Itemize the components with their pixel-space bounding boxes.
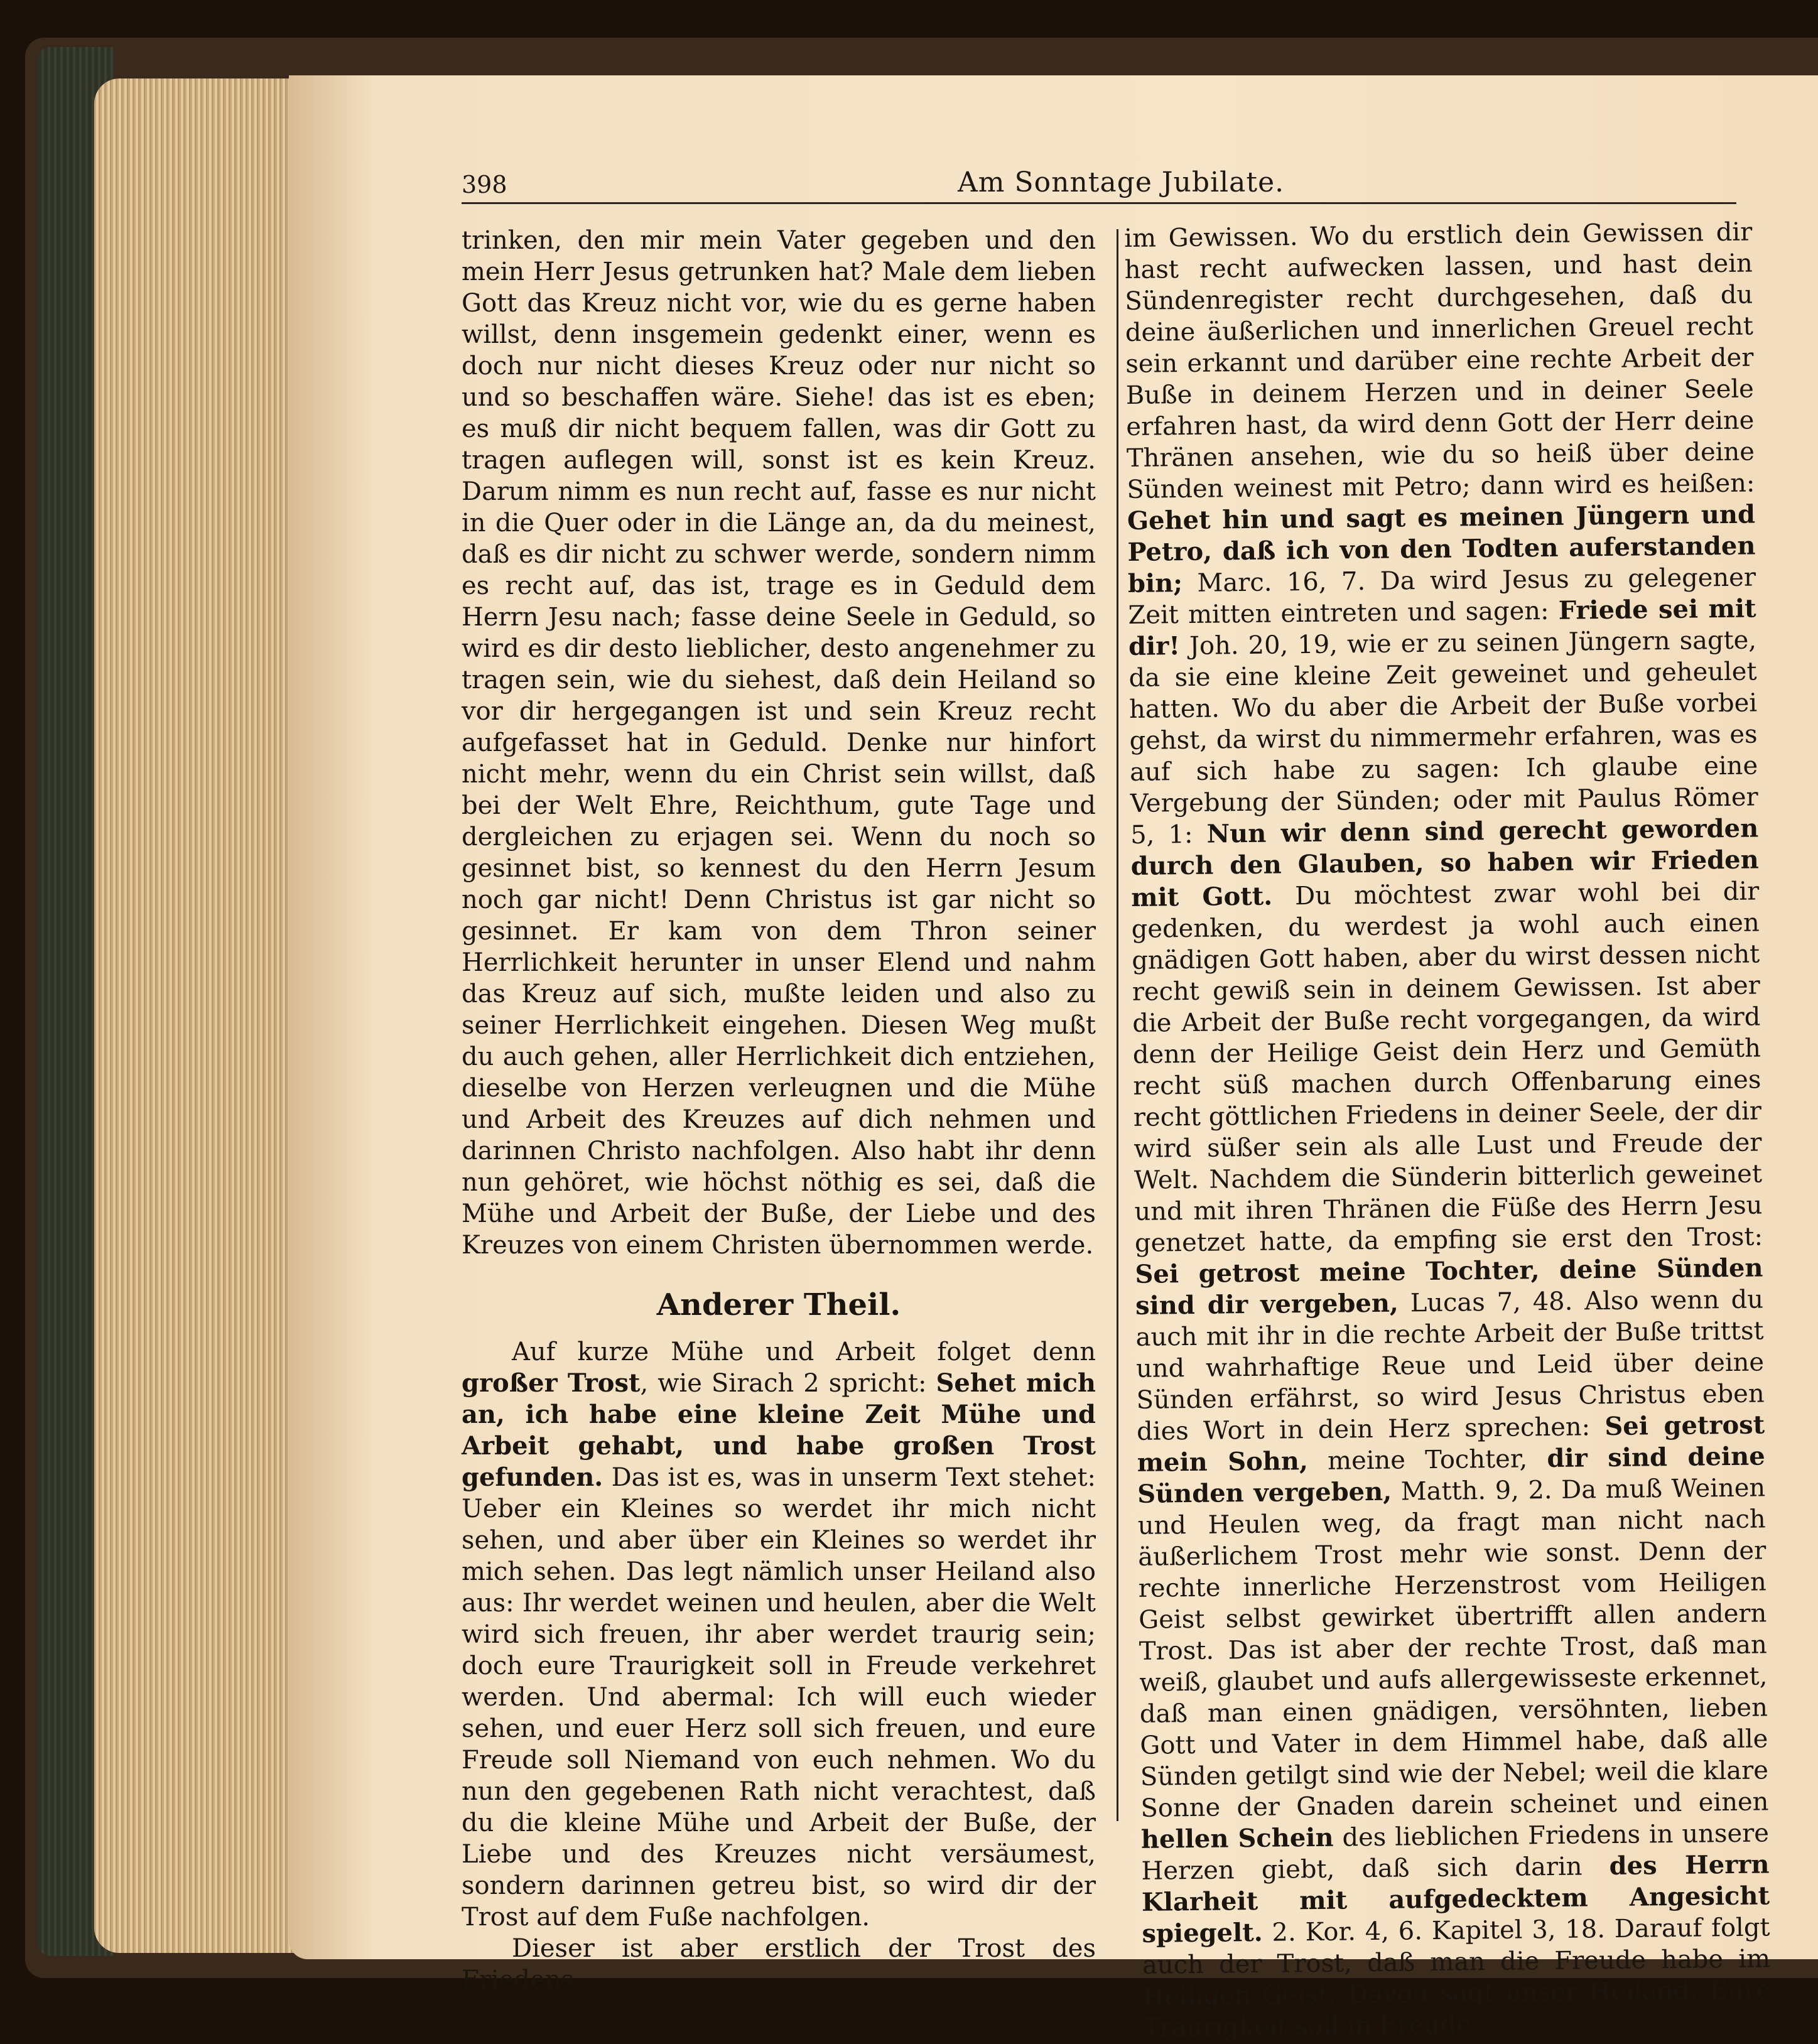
page-number: 398 — [462, 171, 507, 198]
left-paragraph-3: Dieser ist aber erstlich der Trost des Friedens — [462, 1934, 1096, 1994]
right-column — [1124, 217, 1771, 2044]
left-paragraph-2 — [462, 1336, 1096, 1933]
column-divider — [1117, 229, 1118, 1821]
text-run: meine Tochter, — [1307, 1444, 1547, 1476]
bold-quote: Sehet mich an, ich habe eine kleine Zeit Mühe und Arbeit gehabt, und habe großen Trost gefunden. — [462, 1368, 1096, 1492]
bold-quote: Gehet hin und sagt es meinen Jüngern und Petro, daß ich von den Todten auferstanden bin; — [1127, 499, 1756, 598]
bold-quote: Nun wir denn sind gerecht geworden durch den Glauben, so haben wir Frieden mit Gott. — [1130, 813, 1759, 912]
text-run: im Gewissen. Wo du erstlich dein Gewissen dir hast recht aufwecken lassen, und hast dein Sündenregister recht durchgesehen, daß du deine äußerlichen und innerlichen Greuel recht sein erkannt und darüber eine rechte Arbeit der Buße in deinem Herzen und in deiner Seele erfahren hast, da wird denn Gott der Herr deine Thränen ansehen, wie du so heiß über deine Sünden weinest mit Petro; dann wird es heißen: — [1124, 217, 1755, 504]
page-header — [462, 165, 1736, 204]
left-paragraph-1: trinken, den mir mein Vater gegeben und den mein Herr Jesus getrunken hat? Male dem lieben Gott das Kreuz nicht vor, wie du es gerne haben willst, denn insgemein gedenkt einer, wenn es doch nur nicht dieses Kreuz oder nur nicht so und so beschaffen wäre. Siehe! das ist es eben; es muß dir nicht bequem fallen, was dir Gott zu tragen auflegen will, sonst ist es kein Kreuz. Darum nimm es nun recht auf, fasse es nur nicht in die Quer oder in die Länge an, da du meinest, daß es dir nicht zu schwer werde, sondern nimm es recht auf, das ist, trage es in Geduld dem Herrn Jesu nach; fasse deine Seele in Geduld, so wird es dir desto lieblicher, desto angenehmer zu tragen sein, wie du siehest, daß dein Heiland so vor dir hergegangen ist und sein Kreuz recht aufgefasset hat in Geduld. Denke nur hinfort nicht mehr, wenn du ein Christ sein willst, daß bei der Welt Ehre, Reichthum, gute Tage und dergleichen zu erjagen sei. Wenn du noch so gesinnet bist, so kennest du den Herrn Jesum noch gar nicht! Denn Christus ist gar nicht so gesinnet. Er kam von dem Thron seiner Herrlichkeit herunter in unser Elend und nahm das Kreuz auf sich, mußte leiden und also zu seiner Herrlichkeit eingehen. Diesen Weg mußt du auch gehen, aller Herrlichkeit dich entziehen, dieselbe von Herzen verleugnen und die Mühe und Arbeit des Kreuzes auf dich nehmen und darinnen Christo nachfolgen. Also habt ihr denn nun gehöret, wie höchst nöthig es sei, daß die Mühe und Arbeit der Buße, der Liebe und des Kreuzes von einem Christen übernommen werde. — [462, 226, 1096, 1260]
bold-text-run: hellen Schein — [1140, 1822, 1334, 1854]
bold-quote: Sei getrost meine Tochter, deine Sünden sind dir vergeben, — [1135, 1253, 1763, 1321]
page-stack-edge — [94, 78, 308, 1953]
text-run: Marc. 16, 7. Da wird Jesus zu gelegener Zeit mitten eintreten und sagen: — [1128, 563, 1756, 630]
text-run: Das ist es, was in unserm Text stehet: Ueber ein Kleines so werdet ihr mich nicht sehen, und aber über ein Kleines so werdet ihr mich sehen. Das legt nämlich unser Heiland also aus: Ihr werdet weinen und heulen, aber die Welt wird sich freuen, ihr aber werdet traurig sein; doch eure Traurigkeit soll in Freude verkehret werden. Und abermal: Ich will euch wieder sehen, und euer Herz soll sich freuen, und eure Freude soll Niemand von euch nehmen. Wo du nun den gegebenen Rath nicht verachtest, daß du die kleine Mühe und Arbeit der Buße, der Liebe und des Kreuzes nicht versäumest, sondern darinnen getreu bist, so wird dir der Trost auf dem Fuße nachfolgen. — [462, 1463, 1096, 1932]
bold-quote: Friede sei mit dir! — [1128, 593, 1756, 661]
bold-text-run: großer Trost — [462, 1368, 641, 1398]
text-run: Lucas 7, 48. Also wenn du auch mit ihr in die rechte Arbeit der Buße trittst und wahrhaftige Reue und Leid über deine Sünden erfährst, so wird Jesus Christus eben dies Wort in dein Herz sprechen: — [1135, 1285, 1765, 1446]
running-head: Am Sonntage Jubilate. — [958, 166, 1285, 198]
text-run: , wie Sirach 2 spricht: — [640, 1369, 936, 1398]
bold-quote: des Herrn Klarheit mit aufgedecktem Angesicht spiegelt. — [1141, 1849, 1770, 1949]
bold-quote: dir sind deine Sünden vergeben, — [1137, 1441, 1765, 1509]
left-column — [462, 225, 1096, 1996]
text-run: Du möchtest zwar wohl bei dir gedenken, du werdest ja wohl auch einen gnädigen Gott haben, aber du wirst dessen nicht recht gewiß sein in deinem Gewissen. Ist aber die Arbeit der Buße recht vorgegangen, da wird denn der Heilige Geist dein Herz und Gemüth recht süß machen durch Offenbarung eines recht göttlichen Friedens in deiner Seele, der dir wird süßer sein als alle Lust und Freude der Welt. Nachdem die Sünderin bitterlich geweinet und mit ihren Thränen die Füße des Herrn Jesu genetzet hatte, da empfing sie erst den Trost: — [1131, 877, 1763, 1258]
right-paragraph — [1124, 217, 1771, 2044]
text-run: 2. Kor. 4, 6. Kapitel 3, 18. Darauf folgt auch der Trost, daß man die Freude habe im Heiligen Geist. Davon sagt unser Heiland: Eure Traurigkeit soll in Freude — [1142, 1913, 1771, 2043]
section-heading: Anderer Theil. — [656, 1287, 901, 1322]
text-run: Joh. 20, 19, wie er zu seinen Jüngern sagte, da sie eine kleine Zeit geweinet und geheulet hatten. Wo du aber die Arbeit der Buße vorbei gehst, da wirst du nimmermehr erfahren, was es auf sich habe zu sagen: Ich glaube eine Vergebung der Sünden; oder mit Paulus Römer 5, 1: — [1128, 625, 1758, 850]
bold-quote: Sei getrost mein Sohn, — [1137, 1410, 1765, 1478]
text-run: Auf kurze Mühe und Arbeit folget denn — [512, 1338, 1096, 1366]
text-run: Matth. 9, 2. Da muß Weinen und Heulen weg, da fragt man nicht nach äußerlichem Trost mehr wie sonst. Denn der rechte innerliche Herzenstrost vom Heiligen Geist selbst gewirket übertrifft allen andern Trost. Das ist aber der rechte Trost, daß man weiß, glaubet und aufs allergewisseste erkennet, daß man einen gnädigen, versöhnten, lieben Gott und Vater in dem Himmel habe, daß alle Sünden getilgt sind wie der Nebel; weil die klare Sonne der Gnaden darein scheinet und einen — [1137, 1473, 1769, 1823]
text-run: des lieblichen Friedens in unsere Herzen giebt, daß sich darin — [1141, 1819, 1770, 1886]
